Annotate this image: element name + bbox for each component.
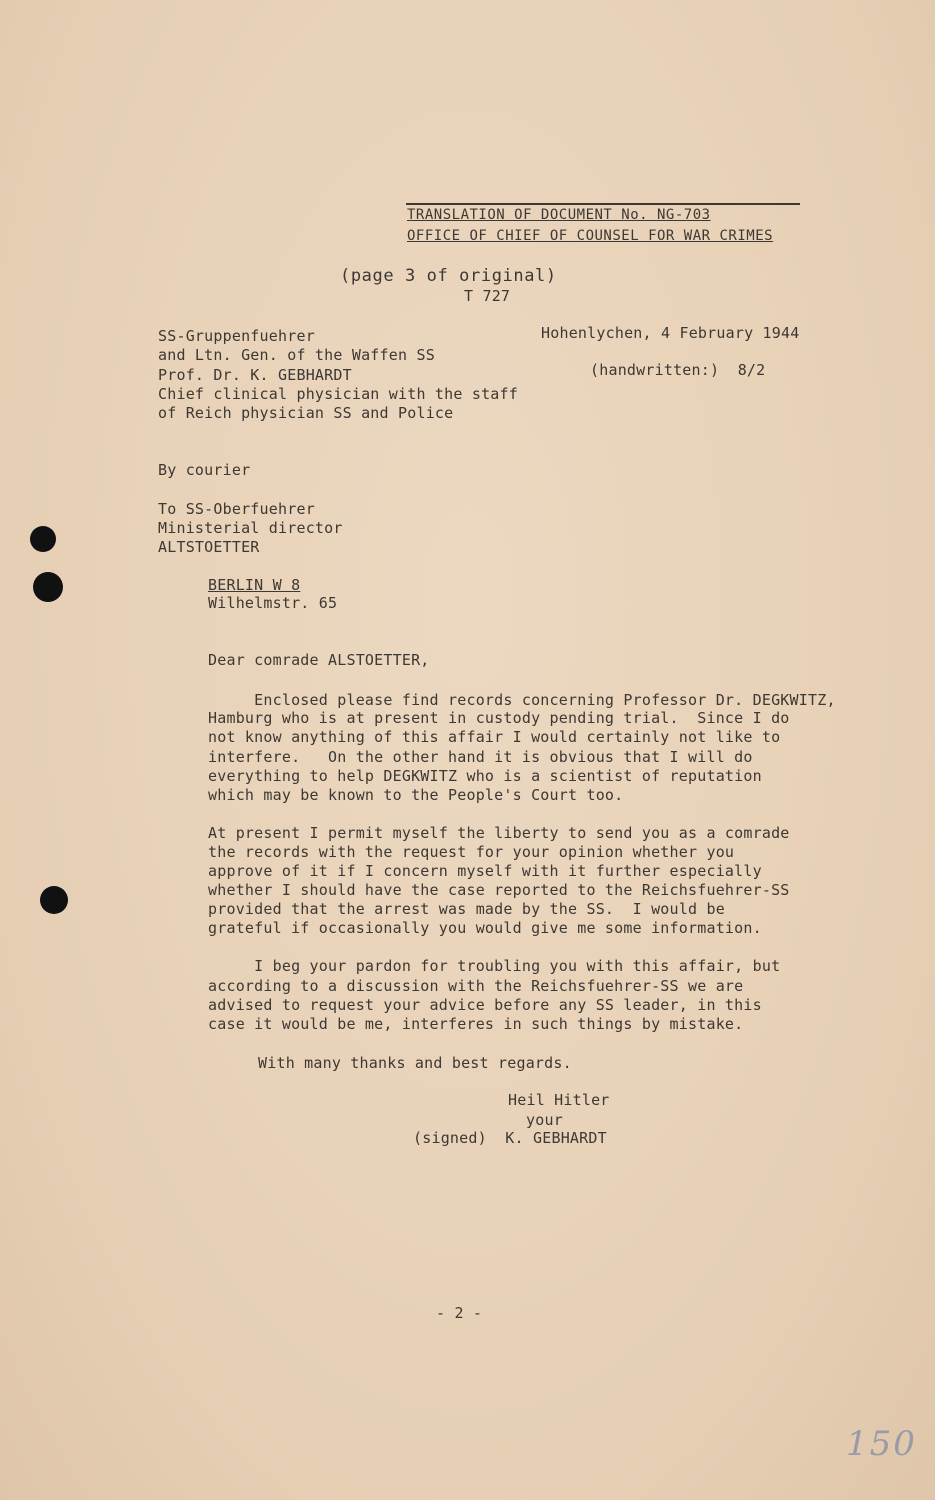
- sender-line: SS-Gruppenfuehrer: [158, 327, 315, 345]
- body-line: At present I permit myself the liberty to send you as a comrade: [208, 824, 790, 842]
- body-line: Enclosed please find records concerning Professor Dr. DEGKWITZ,: [208, 691, 836, 709]
- header-rule: [406, 203, 800, 205]
- closing-line: With many thanks and best regards.: [258, 1054, 572, 1072]
- handwritten-page-stamp: 150: [846, 1424, 917, 1464]
- signature-name: (signed) K. GEBHARDT: [413, 1129, 607, 1147]
- sender-line: Prof. Dr. K. GEBHARDT: [158, 366, 352, 384]
- body-line: advised to request your advice before any SS leader, in this: [208, 996, 762, 1014]
- body-line: interfere. On the other hand it is obvious that I will do: [208, 748, 753, 766]
- recipient-line: Ministerial director: [158, 519, 343, 537]
- body-line: approve of it if I concern myself with it further especially: [208, 862, 762, 880]
- body-line: everything to help DEGKWITZ who is a scientist of reputation: [208, 767, 762, 785]
- signature-your: your: [526, 1111, 563, 1129]
- recipient-line: ALTSTOETTER: [158, 538, 260, 556]
- recipient-street: Wilhelmstr. 65: [208, 594, 338, 612]
- page-number: - 2 -: [436, 1304, 483, 1322]
- recipient-city: BERLIN W 8: [208, 576, 301, 594]
- body-line: I beg your pardon for troubling you with this affair, but: [208, 957, 781, 975]
- punch-hole-icon: [30, 526, 56, 552]
- page-of-original: (page 3 of original): [340, 266, 557, 286]
- punch-hole-icon: [33, 572, 63, 602]
- salutation: Dear comrade ALSTOETTER,: [208, 651, 430, 669]
- sender-line: and Ltn. Gen. of the Waffen SS: [158, 346, 435, 364]
- translation-header: TRANSLATION OF DOCUMENT No. NG-703: [407, 207, 711, 223]
- handwritten-note: (handwritten:) 8/2: [590, 361, 766, 379]
- body-line: whether I should have the case reported to the Reichsfuehrer-SS: [208, 881, 790, 899]
- recipient-line: To SS-Oberfuehrer: [158, 500, 315, 518]
- signature-greeting: Heil Hitler: [508, 1091, 610, 1109]
- body-line: grateful if occasionally you would give me some information.: [208, 919, 762, 937]
- translation-code: T 727: [464, 287, 511, 305]
- delivery-method: By courier: [158, 461, 251, 479]
- body-line: according to a discussion with the Reichsfuehrer-SS we are: [208, 977, 744, 995]
- place-date: Hohenlychen, 4 February 1944: [541, 324, 800, 342]
- body-line: the records with the request for your opinion whether you: [208, 843, 735, 861]
- body-line: not know anything of this affair I would certainly not like to: [208, 728, 781, 746]
- sender-line: of Reich physician SS and Police: [158, 404, 454, 422]
- body-line: case it would be me, interferes in such things by mistake.: [208, 1015, 744, 1033]
- sender-line: Chief clinical physician with the staff: [158, 385, 518, 403]
- body-line: which may be known to the People's Court too.: [208, 786, 624, 804]
- office-header: OFFICE OF CHIEF OF COUNSEL FOR WAR CRIMES: [407, 228, 774, 244]
- body-line: provided that the arrest was made by the SS. I would be: [208, 900, 725, 918]
- body-line: Hamburg who is at present in custody pending trial. Since I do: [208, 709, 790, 727]
- punch-hole-icon: [40, 886, 68, 914]
